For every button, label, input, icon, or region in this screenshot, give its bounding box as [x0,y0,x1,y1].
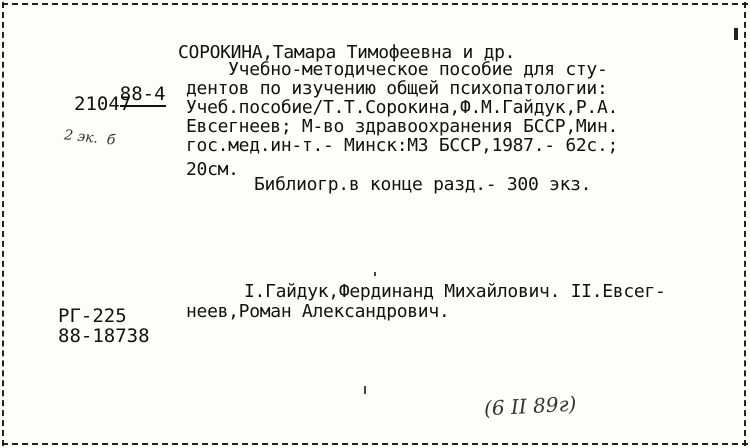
tracing-line-2: неев,Роман Александрович. [186,301,450,322]
tracing-line-1: I.Гайдук,Фердинанд Михайлович. II.Евсег- [244,281,666,302]
card-border-top [2,3,748,5]
record-code-1: РГ-225 [58,305,127,327]
description-line-3: Учеб.пособие/Т.Т.Сорокина,Ф.М.Гайдук,Р.А. [186,97,619,118]
inventory-number: 21047 [74,93,132,115]
handwritten-date: (6 II 89г) [483,391,577,421]
description-line-6: 20см. [186,159,239,180]
description-line-1: Учебно-методическое пособие для сту- [186,59,608,80]
stray-mark [374,272,376,276]
description-line-5: гос.мед.ин-т.- Минск:МЗ БССР,1987.- 62с.; [186,135,619,156]
record-code-2: 88-18738 [58,325,150,347]
card-border-right [744,2,746,446]
card-border-left [2,2,4,446]
description-line-2: дентов по изучению общей психопатологии: [186,78,608,99]
heading-author: СОРОКИНА,Тамара Тимофеевна и др. [178,42,516,63]
bibliography-note: Библиогр.в конце разд.- 300 экз. [254,174,592,195]
card-border-bottom [2,443,748,445]
corner-mark [734,28,738,40]
stray-mark [364,386,366,394]
shelf-code: 88-4 [119,83,166,105]
description-line-4: Евсегнеев; М-во здравоохранения БССР,Мин. [186,116,619,137]
handwritten-copies: 2 эк. б [63,127,117,149]
